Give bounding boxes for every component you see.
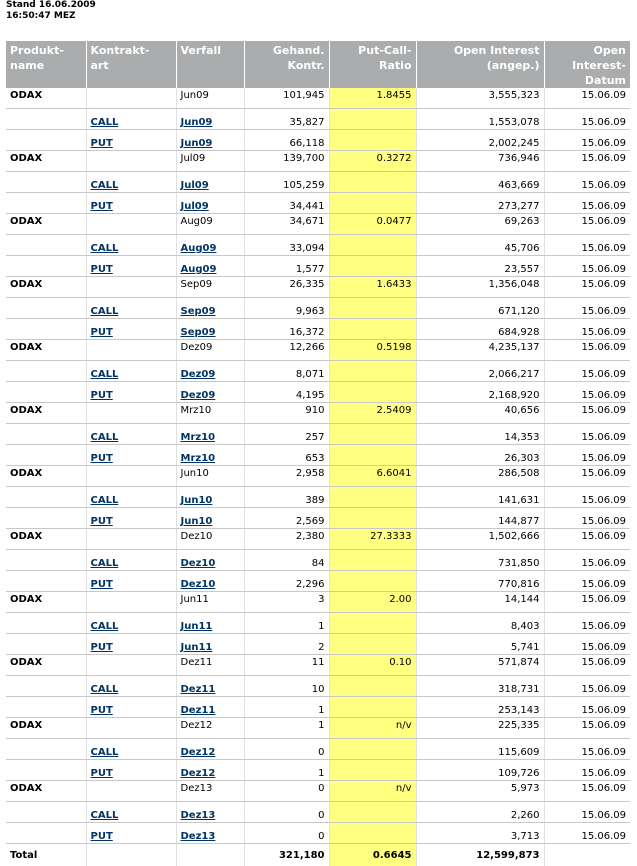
table-row-call [6,109,630,130]
contract-type-empty [86,466,176,487]
ratio-empty [329,634,416,655]
open-interest-date: 15.06.09 [544,529,630,550]
traded-contracts: 0 [244,781,329,802]
ratio-empty [329,424,416,445]
expiry: Sep09 [176,277,244,298]
col-header-verfall: Verfall [176,41,244,88]
open-interest: 286,508 [416,466,544,487]
open-interest: 109,726 [416,760,544,781]
traded-contracts: 1 [244,718,329,739]
expiry: Jun11 [176,592,244,613]
traded-contracts: 101,945 [244,88,329,109]
expiry: Mrz10 [176,403,244,424]
table-row-product [6,403,630,424]
expiry-link[interactable]: Sep09 [181,327,216,338]
put-call-ratio: 2.5409 [329,403,416,424]
contract-type-empty [86,151,176,172]
table-row-put [6,571,630,592]
open-interest: 69,263 [416,214,544,235]
ratio-empty [329,823,416,844]
open-interest: 115,609 [416,739,544,760]
ratio-empty [329,109,416,130]
table-row-put [6,760,630,781]
ratio-empty [329,697,416,718]
open-interest: 3,555,323 [416,88,544,109]
put-link[interactable]: PUT [91,201,113,212]
put-link[interactable]: PUT [91,579,113,590]
put-link[interactable]: PUT [91,390,113,401]
open-interest: 1,502,666 [416,529,544,550]
call-link[interactable]: CALL [91,432,119,443]
expiry: Jul09 [176,151,244,172]
ratio-empty [329,361,416,382]
put-link[interactable]: PUT [91,138,113,149]
stand-time: 16:50:47 MEZ [6,11,96,22]
open-interest: 23,557 [416,256,544,277]
put-call-ratio: 0.0477 [329,214,416,235]
open-interest-date: 15.06.09 [544,466,630,487]
stand-date: Stand 16.06.2009 [6,0,96,11]
open-interest: 2,260 [416,802,544,823]
open-interest-date: 15.06.09 [544,739,630,760]
expiry-link[interactable]: Mrz10 [181,432,216,443]
open-interest-date: 15.06.09 [544,802,630,823]
expiry-link[interactable]: Jun09 [181,117,213,128]
put-call-ratio: 0.10 [329,655,416,676]
open-interest-date: 15.06.09 [544,676,630,697]
table-row-product [6,340,630,361]
traded-contracts: 1 [244,697,329,718]
expiry: Dez09 [176,340,244,361]
put-call-ratio: 2.00 [329,592,416,613]
product-name: ODAX [6,340,86,361]
open-interest-date: 15.06.09 [544,571,630,592]
contract-type-empty [86,655,176,676]
ratio-empty [329,130,416,151]
open-interest-date: 15.06.09 [544,193,630,214]
call-link[interactable]: CALL [91,369,119,380]
table-row-product [6,466,630,487]
call-link[interactable]: CALL [91,180,119,191]
put-link[interactable]: PUT [91,516,113,527]
expiry: Jun10 [176,466,244,487]
expiry-link[interactable]: Jun11 [181,642,213,653]
timestamp-block [6,0,96,22]
open-interest: 40,656 [416,403,544,424]
traded-contracts: 33,094 [244,235,329,256]
total-traded: 321,180 [244,844,329,866]
put-call-ratio: 6.6041 [329,466,416,487]
put-link[interactable]: PUT [91,327,113,338]
open-interest: 141,631 [416,487,544,508]
traded-contracts: 653 [244,445,329,466]
expiry: Jun09 [176,88,244,109]
contract-type-empty [86,403,176,424]
open-interest-date: 15.06.09 [544,340,630,361]
put-link[interactable]: PUT [91,831,113,842]
traded-contracts: 4,195 [244,382,329,403]
open-interest: 770,816 [416,571,544,592]
call-link[interactable]: CALL [91,810,119,821]
table-row-call [6,361,630,382]
expiry-link[interactable]: Jun10 [181,516,213,527]
product-name: ODAX [6,403,86,424]
expiry-link[interactable]: Jun11 [181,621,213,632]
traded-contracts: 16,372 [244,319,329,340]
traded-contracts: 34,671 [244,214,329,235]
open-interest: 318,731 [416,676,544,697]
traded-contracts: 2,569 [244,508,329,529]
put-link[interactable]: PUT [91,642,113,653]
traded-contracts: 9,963 [244,298,329,319]
ratio-empty [329,760,416,781]
col-header-gehandelt: Gehand. Kontr. [244,41,329,88]
open-interest: 5,973 [416,781,544,802]
expiry-link[interactable]: Dez12 [181,747,216,758]
put-call-ratio: 1.8455 [329,88,416,109]
traded-contracts: 35,827 [244,109,329,130]
expiry-link[interactable]: Dez13 [181,831,216,842]
traded-contracts: 389 [244,487,329,508]
total-open-interest: 12,599,873 [416,844,544,866]
open-interest: 684,928 [416,319,544,340]
contract-type-empty [86,781,176,802]
col-header-produktname: Produkt- name [6,41,86,88]
traded-contracts: 257 [244,424,329,445]
call-link[interactable]: CALL [91,747,119,758]
put-call-ratio: 1.6433 [329,277,416,298]
table-row-put [6,382,630,403]
open-interest-date: 15.06.09 [544,424,630,445]
ratio-empty [329,487,416,508]
ratio-empty [329,235,416,256]
put-call-ratio: n/v [329,781,416,802]
open-interest-date: 15.06.09 [544,445,630,466]
table-row-call [6,613,630,634]
expiry-link[interactable]: Aug09 [181,264,217,275]
product-name: ODAX [6,214,86,235]
expiry-link[interactable]: Dez13 [181,810,216,821]
traded-contracts: 2,958 [244,466,329,487]
expiry-link[interactable]: Sep09 [181,306,216,317]
table-row-product [6,277,630,298]
open-interest-date: 15.06.09 [544,550,630,571]
product-name: ODAX [6,655,86,676]
table-row-product [6,529,630,550]
put-call-ratio: n/v [329,718,416,739]
ratio-empty [329,571,416,592]
traded-contracts: 1,577 [244,256,329,277]
table-row-call [6,235,630,256]
traded-contracts: 84 [244,550,329,571]
put-call-ratio: 27.3333 [329,529,416,550]
contract-type-empty [86,88,176,109]
ratio-empty [329,550,416,571]
ratio-empty [329,508,416,529]
open-interest-date: 15.06.09 [544,151,630,172]
traded-contracts: 0 [244,739,329,760]
traded-contracts: 139,700 [244,151,329,172]
open-interest: 4,235,137 [416,340,544,361]
open-interest-date: 15.06.09 [544,613,630,634]
put-link[interactable]: PUT [91,705,113,716]
traded-contracts: 0 [244,823,329,844]
table-row-call [6,424,630,445]
open-interest-date: 15.06.09 [544,277,630,298]
total-ratio: 0.6645 [329,844,416,866]
open-interest: 144,877 [416,508,544,529]
open-interest: 2,066,217 [416,361,544,382]
table-row-put [6,130,630,151]
table-header-row [6,41,630,88]
traded-contracts: 2,296 [244,571,329,592]
open-interest: 45,706 [416,235,544,256]
put-link[interactable]: PUT [91,768,113,779]
open-interest-date: 15.06.09 [544,130,630,151]
product-name: ODAX [6,781,86,802]
open-interest: 26,303 [416,445,544,466]
expiry-link[interactable]: Jun09 [181,138,213,149]
col-header-datum: Open Interest- Datum [544,41,630,88]
ratio-empty [329,802,416,823]
open-interest-date: 15.06.09 [544,214,630,235]
product-name: ODAX [6,151,86,172]
open-interest: 225,335 [416,718,544,739]
call-link[interactable]: CALL [91,621,119,632]
contract-type-empty [86,592,176,613]
open-interest-date: 15.06.09 [544,319,630,340]
open-interest-date: 15.06.09 [544,781,630,802]
traded-contracts: 3 [244,592,329,613]
traded-contracts: 1 [244,760,329,781]
call-link[interactable]: CALL [91,495,119,506]
traded-contracts: 2 [244,634,329,655]
call-link[interactable]: CALL [91,558,119,569]
open-interest-date: 15.06.09 [544,697,630,718]
table-row-product [6,214,630,235]
expiry-link[interactable]: Dez10 [181,579,216,590]
open-interest-date: 15.06.09 [544,655,630,676]
table-row-product [6,718,630,739]
open-interest: 3,713 [416,823,544,844]
table-row-total [6,844,630,866]
col-header-open-interest: Open Interest (angep.) [416,41,544,88]
product-name: ODAX [6,529,86,550]
open-interest-date: 15.06.09 [544,361,630,382]
expiry: Dez13 [176,781,244,802]
open-interest: 1,356,048 [416,277,544,298]
open-interest-date: 15.06.09 [544,403,630,424]
open-interest-date: 15.06.09 [544,235,630,256]
put-call-ratio: 0.3272 [329,151,416,172]
table-row-put [6,508,630,529]
expiry: Aug09 [176,214,244,235]
open-interest: 571,874 [416,655,544,676]
call-link[interactable]: CALL [91,117,119,128]
open-interest: 463,669 [416,172,544,193]
traded-contracts: 2,380 [244,529,329,550]
ratio-empty [329,193,416,214]
open-interest: 273,277 [416,193,544,214]
put-link[interactable]: PUT [91,264,113,275]
table-row-call [6,550,630,571]
contract-type-empty [86,529,176,550]
ratio-empty [329,382,416,403]
expiry-link[interactable]: Jul09 [181,201,209,212]
open-interest-date: 15.06.09 [544,760,630,781]
put-call-ratio-table [6,41,630,866]
call-link[interactable]: CALL [91,684,119,695]
product-name: ODAX [6,592,86,613]
product-name: ODAX [6,277,86,298]
traded-contracts: 11 [244,655,329,676]
traded-contracts: 10 [244,676,329,697]
table-row-call [6,487,630,508]
expiry: Dez11 [176,655,244,676]
product-name: ODAX [6,88,86,109]
table-body [6,88,630,866]
ratio-empty [329,298,416,319]
open-interest-date: 15.06.09 [544,256,630,277]
product-name: ODAX [6,718,86,739]
open-interest-date: 15.06.09 [544,634,630,655]
table-row-put [6,256,630,277]
contract-type-empty [86,718,176,739]
traded-contracts: 0 [244,802,329,823]
ratio-empty [329,172,416,193]
expiry-link[interactable]: Aug09 [181,243,217,254]
col-header-kontraktart: Kontrakt- art [86,41,176,88]
table-row-put [6,319,630,340]
open-interest-date: 15.06.09 [544,718,630,739]
table-row-product [6,88,630,109]
table-row-product [6,151,630,172]
expiry-link[interactable]: Dez10 [181,558,216,569]
expiry-link[interactable]: Dez09 [181,390,216,401]
table-row-put [6,697,630,718]
open-interest-date: 15.06.09 [544,88,630,109]
open-interest-date: 15.06.09 [544,109,630,130]
open-interest: 671,120 [416,298,544,319]
table-row-call [6,739,630,760]
open-interest: 14,144 [416,592,544,613]
open-interest-date: 15.06.09 [544,592,630,613]
expiry-link[interactable]: Dez11 [181,705,216,716]
open-interest-date: 15.06.09 [544,487,630,508]
open-interest: 253,143 [416,697,544,718]
open-interest: 736,946 [416,151,544,172]
ratio-empty [329,256,416,277]
expiry: Dez10 [176,529,244,550]
expiry-link[interactable]: Mrz10 [181,453,216,464]
table-row-product [6,592,630,613]
table-row-call [6,802,630,823]
open-interest: 2,168,920 [416,382,544,403]
contract-type-empty [86,340,176,361]
table-row-call [6,676,630,697]
call-link[interactable]: CALL [91,306,119,317]
traded-contracts: 1 [244,613,329,634]
open-interest: 5,741 [416,634,544,655]
traded-contracts: 66,118 [244,130,329,151]
contract-type-empty [86,214,176,235]
expiry-link[interactable]: Dez12 [181,768,216,779]
ratio-empty [329,445,416,466]
open-interest: 1,553,078 [416,109,544,130]
open-interest-date: 15.06.09 [544,298,630,319]
expiry-link[interactable]: Dez09 [181,369,216,380]
open-interest: 731,850 [416,550,544,571]
open-interest-date: 15.06.09 [544,382,630,403]
table-row-product [6,781,630,802]
put-link[interactable]: PUT [91,453,113,464]
col-header-ratio: Put-Call- Ratio [329,41,416,88]
table-row-call [6,172,630,193]
expiry: Dez12 [176,718,244,739]
expiry-link[interactable]: Jun10 [181,495,213,506]
table-row-call [6,298,630,319]
total-label: Total [6,844,86,866]
open-interest: 8,403 [416,613,544,634]
ratio-empty [329,739,416,760]
traded-contracts: 12,266 [244,340,329,361]
table-row-put [6,445,630,466]
table-row-put [6,823,630,844]
expiry-link[interactable]: Jul09 [181,180,209,191]
traded-contracts: 34,441 [244,193,329,214]
open-interest-date: 15.06.09 [544,508,630,529]
open-interest: 14,353 [416,424,544,445]
traded-contracts: 26,335 [244,277,329,298]
put-call-ratio: 0.5198 [329,340,416,361]
call-link[interactable]: CALL [91,243,119,254]
open-interest-date: 15.06.09 [544,172,630,193]
open-interest: 2,002,245 [416,130,544,151]
contract-type-empty [86,277,176,298]
table-row-put [6,193,630,214]
ratio-empty [329,676,416,697]
traded-contracts: 105,259 [244,172,329,193]
ratio-empty [329,319,416,340]
traded-contracts: 8,071 [244,361,329,382]
ratio-empty [329,613,416,634]
expiry-link[interactable]: Dez11 [181,684,216,695]
table-row-product [6,655,630,676]
product-name: ODAX [6,466,86,487]
table-row-put [6,634,630,655]
traded-contracts: 910 [244,403,329,424]
open-interest-date: 15.06.09 [544,823,630,844]
